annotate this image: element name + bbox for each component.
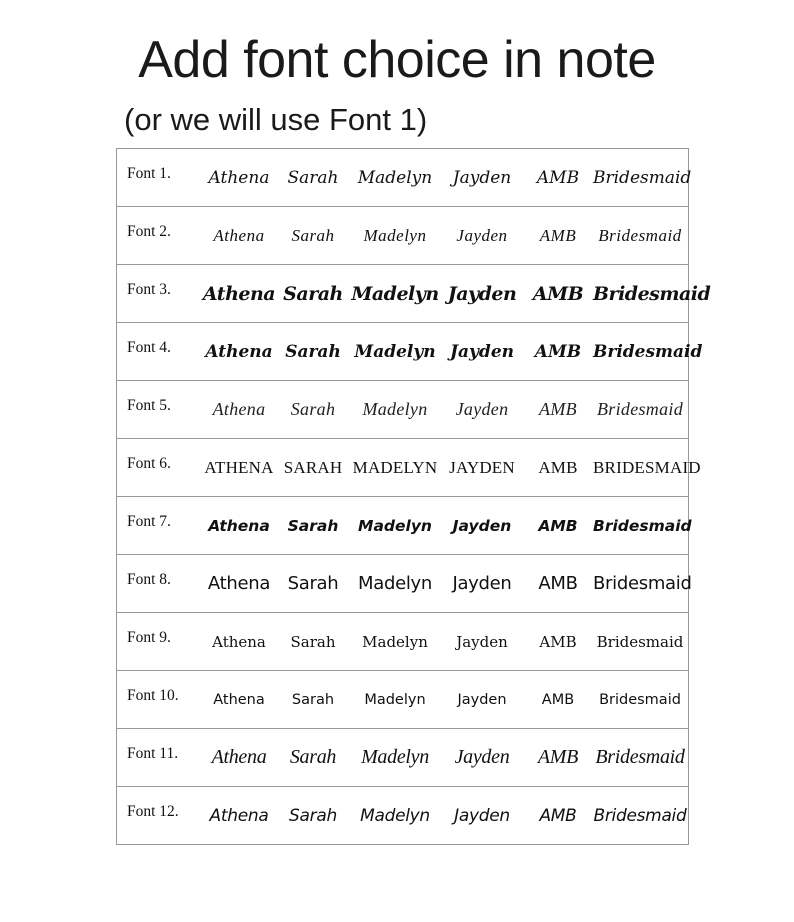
font-row-2 [117,207,688,265]
font-sample-table [116,148,711,845]
font-sample: AMB [539,225,577,245]
font-sample: Athena [208,167,270,188]
font-sample: MADELYN [352,457,438,477]
font-row-7 [117,497,692,555]
font-sample: Sarah [287,516,339,535]
font-row-9 [117,613,688,671]
font-sample: Sarah [285,341,341,362]
font-sample: AMB [541,691,575,708]
font-sample: Madelyn [361,746,429,768]
font-sample: AMB [538,516,578,535]
font-sample: Sarah [291,225,335,245]
font-sample: Bridesmaid [593,573,692,594]
font-sample: Bridesmaid [593,805,687,826]
font-sample: Sarah [287,167,339,188]
font-label: Font 11. [127,744,179,762]
font-sample: Madelyn [362,399,428,419]
font-sample: Athena [213,225,265,245]
font-sample: Athena [208,516,270,535]
font-sample: Sarah [287,573,339,594]
font-label: Font 10. [127,686,179,704]
font-label: Font 1. [127,164,171,182]
font-sample: AMB [538,573,578,594]
font-sample: AMB [539,632,577,651]
font-sample: BRIDESMAID [593,457,701,477]
font-sample: Jayden [456,632,508,651]
font-sample: Jayden [454,746,510,768]
font-sample: Bridesmaid [593,282,711,305]
font-sample: JAYDEN [449,457,515,477]
font-sample: AMB [534,341,582,362]
font-sample: Jayden [452,516,512,535]
font-row-6 [117,439,701,497]
font-label: Font 8. [127,570,171,588]
font-sample: Athena [205,341,273,362]
font-sample: Madelyn [351,282,439,305]
font-sample: Bridesmaid [596,632,684,651]
font-sample: Bridesmaid [599,691,681,708]
font-sample: Jayden [454,805,510,826]
font-sample: Jayden [452,573,512,594]
font-label: Font 3. [127,280,171,298]
font-sample: AMB [537,746,579,768]
font-row-3 [117,265,711,323]
font-sample: Bridesmaid [593,341,703,362]
font-sample: Madelyn [357,573,433,594]
font-sample: Madelyn [358,516,432,535]
font-sample: Sarah [290,632,336,651]
font-sample: Bridesmaid [593,167,692,188]
font-sample: Bridesmaid [593,516,692,535]
font-sample: Sarah [291,691,335,708]
font-sample: Athena [212,632,266,651]
font-label: Font 2. [127,222,171,240]
font-row-4 [117,323,703,381]
font-sample: AMB [539,805,577,826]
font-label: Font 4. [127,338,171,356]
font-sample: Bridesmaid [597,399,683,419]
font-sample: Jayden [447,282,517,305]
font-row-11 [117,729,688,787]
font-sample: Madelyn [357,167,433,188]
font-sample: Madelyn [360,805,430,826]
font-sample: Athena [207,573,271,594]
font-sample: Jayden [455,399,509,419]
font-row-8 [117,555,692,613]
font-sample: Sarah [289,746,337,768]
font-sample: ATHENA [204,457,274,477]
font-sample: AMB [539,399,577,419]
font-sample: Jayden [450,341,514,362]
font-sample: Athena [211,746,267,768]
font-row-10 [117,671,688,729]
font-row-5 [117,381,688,439]
font-sample: Madelyn [363,225,427,245]
font-sample: AMB [536,167,580,188]
font-sample: Athena [212,399,266,419]
font-label: Font 7. [127,512,171,530]
font-sample: Athena [209,805,269,826]
font-sample: Bridesmaid [595,746,685,768]
font-sample: Sarah [289,805,337,826]
font-sample: Athena [202,282,276,305]
font-label: Font 5. [127,396,171,414]
font-sample: Athena [213,691,265,708]
font-label: Font 12. [127,802,179,820]
page-subtitle: (or we will use Font 1) [124,102,428,137]
font-row-12 [117,787,688,844]
font-sample: AMB [538,457,578,477]
font-sample: Madelyn [362,632,428,651]
font-sample: Jayden [452,167,512,188]
page-title: Add font choice in note [138,31,656,89]
font-label: Font 9. [127,628,171,646]
font-sample: AMB [532,282,584,305]
font-sample: SARAH [283,457,343,477]
font-sample: Jayden [457,691,507,708]
font-sample: Bridesmaid [598,225,682,245]
font-sample: Jayden [456,225,508,245]
font-row-1 [117,149,692,207]
font-label: Font 6. [127,454,171,472]
font-sample: Sarah [283,282,343,305]
font-sample: Madelyn [364,691,426,708]
font-sample: Madelyn [354,341,436,362]
font-sample: Sarah [290,399,336,419]
